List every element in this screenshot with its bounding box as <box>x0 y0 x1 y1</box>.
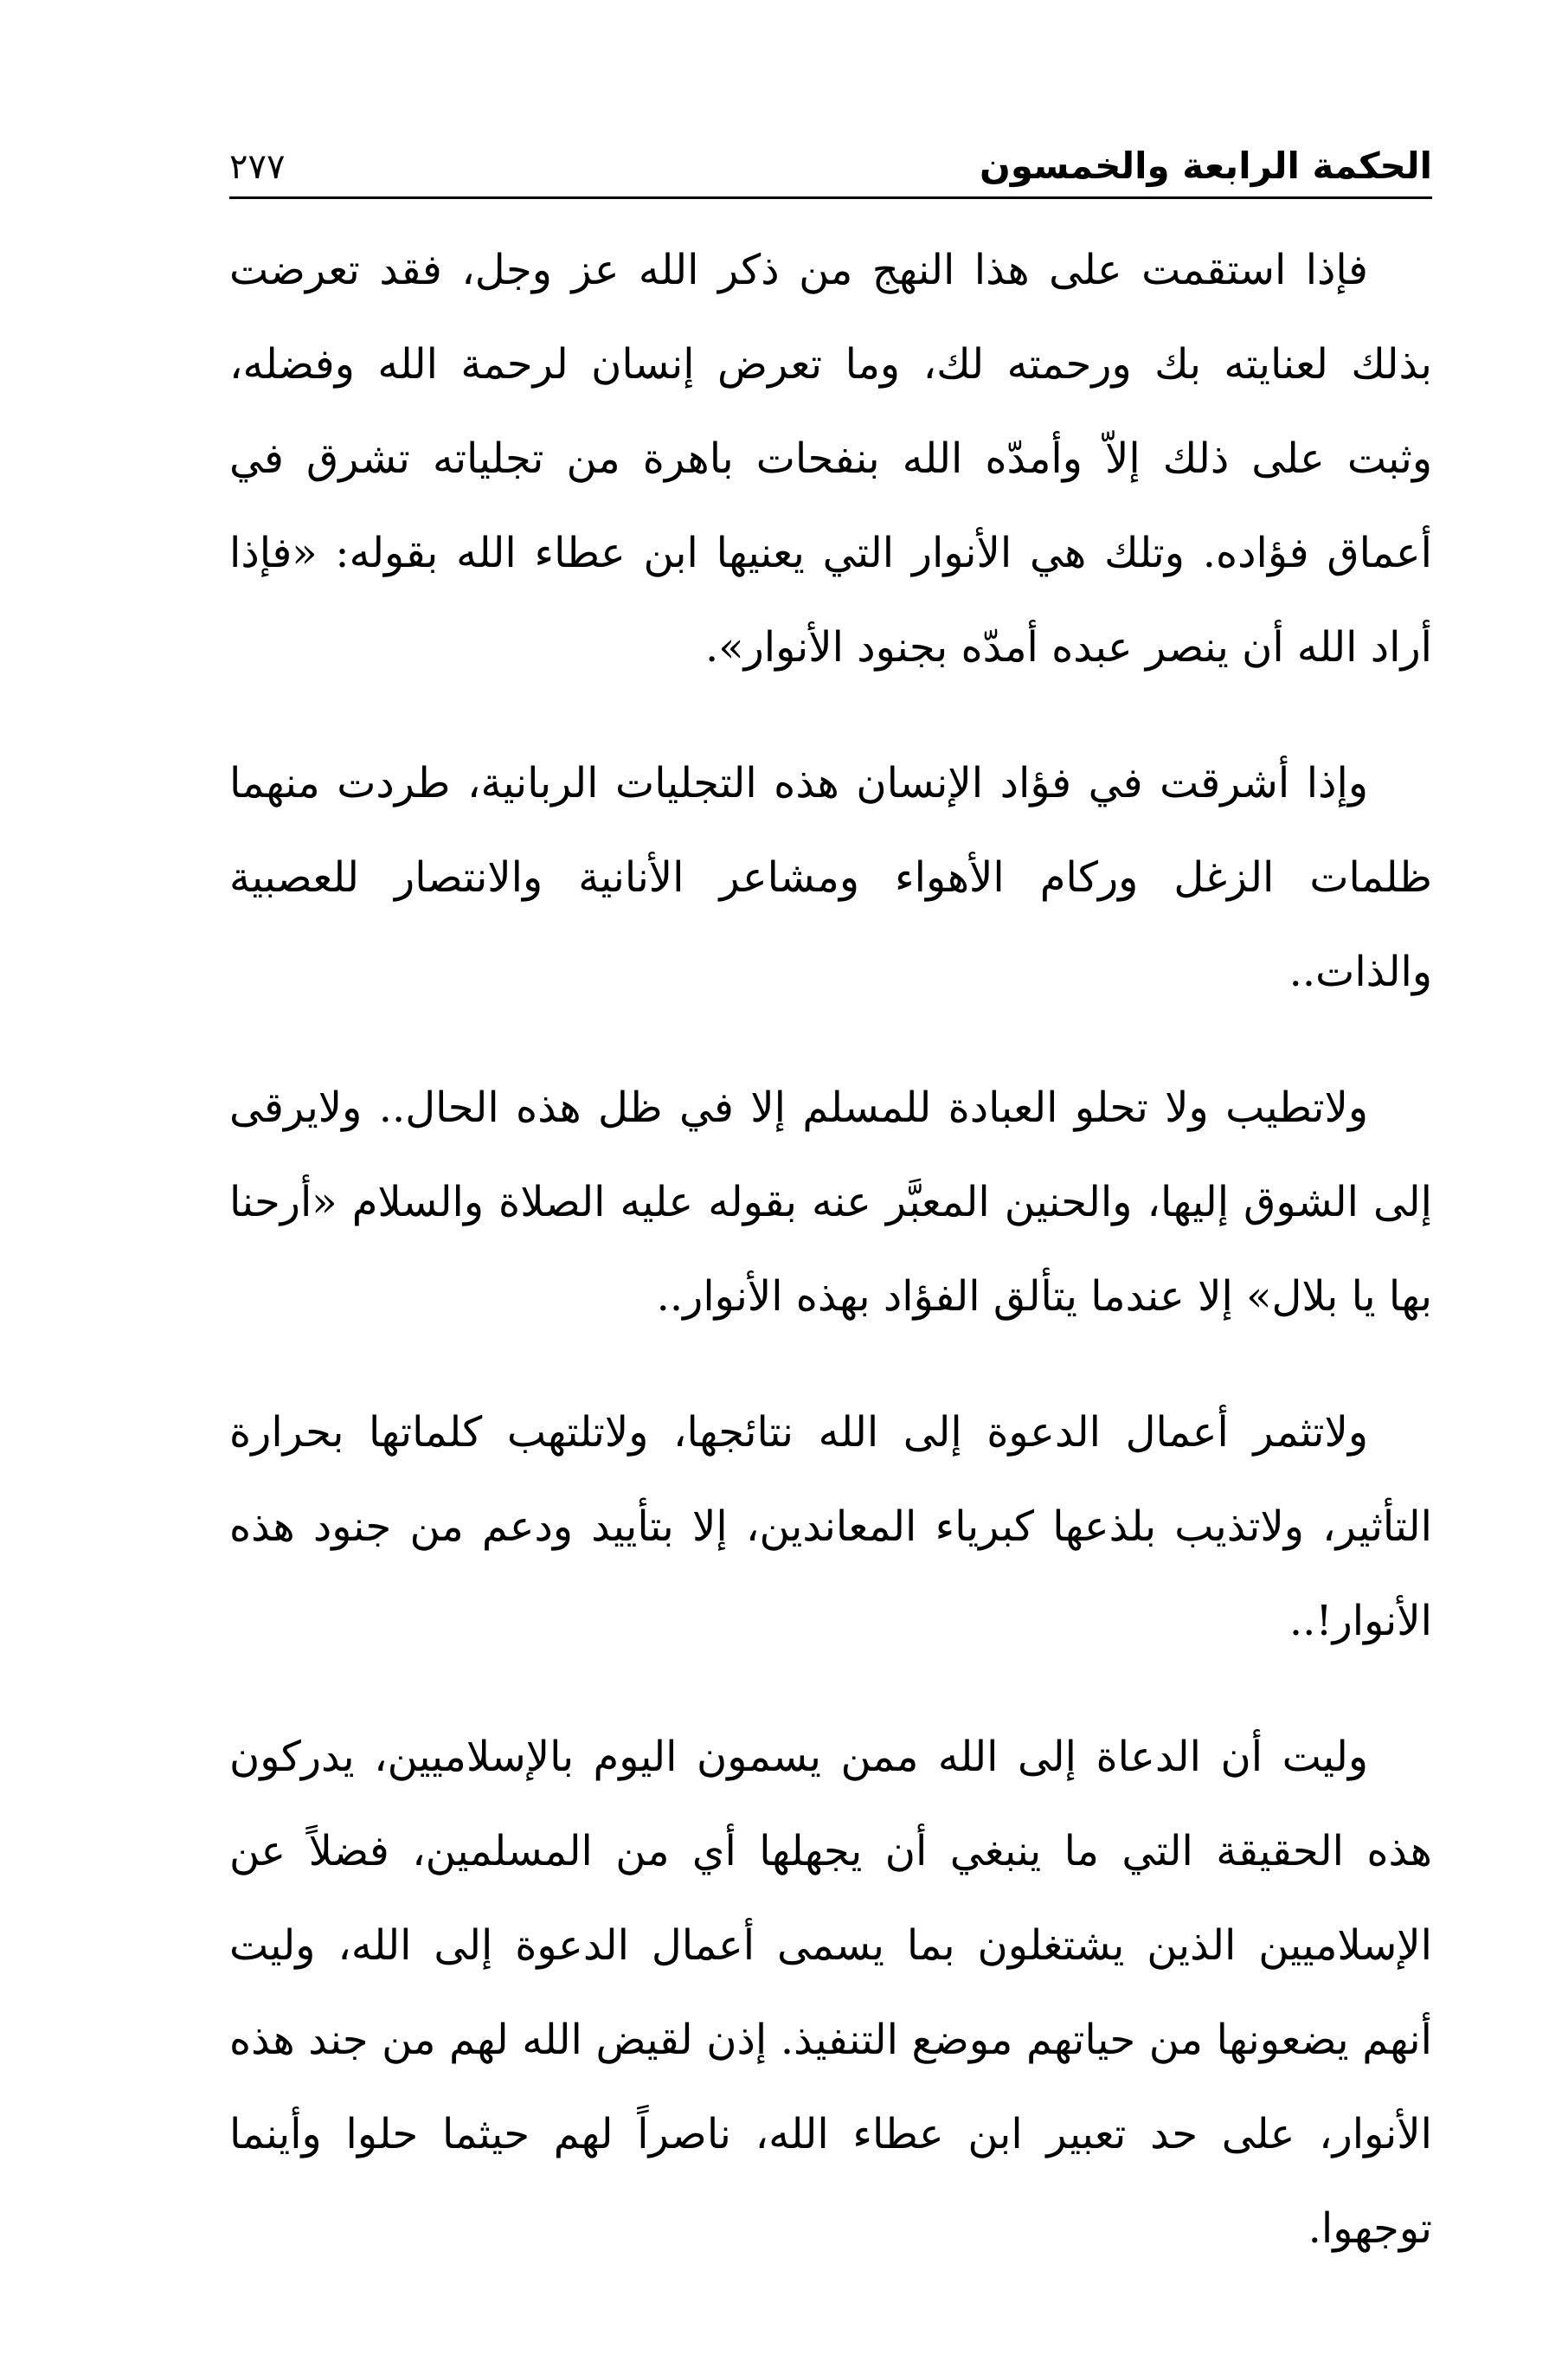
paragraph-3: ولاتطيب ولا تحلو العبادة للمسلم إلا في ظل هذه الحال.. ولايرقى إلى الشوق إليها، والحنين المعبَّر عنه بقوله عليه الصلاة والسلام «أرحنا بها يا بلال» إلا عندما يتألق الفؤاد بهذه الأنوار.. <box>229 1084 1432 1321</box>
paragraph-4: ولاتثمر أعمال الدعوة إلى الله نتائجها، ولاتلتهب كلماتها بحرارة التأثير، ولاتذيب بلذعها كبرياء المعاندين، إلا بتأييد ودعم من جنود هذه الأنوار!.. <box>229 1408 1432 1645</box>
body-text <box>229 223 1432 2276</box>
paragraph-5: وليت أن الدعاة إلى الله ممن يسمون اليوم بالإسلاميين، يدركون هذه الحقيقة التي ما ينبغي أن يجهلها أي من المسلمين، فضلاً عن الإسلاميين الذين يشتغلون بما يسمى أعمال الدعوة إلى الله، وليت أنهم يضعونها من حياتهم موضع التنفيذ. إذن لقيض الله لهم من جند هذه الأنوار، على حد تعبير ابن عطاء الله، ناصراً لهم حيثما حلوا وأينما توجهوا. <box>229 1733 1432 2253</box>
paragraph-1: فإذا استقمت على هذا النهج من ذكر الله عز وجل، فقد تعرضت بذلك لعنايته بك ورحمته لك، وما تعرض إنسان لرحمة الله وفضله، وثبت على ذلك إلاّ وأمدّه الله بنفحات باهرة من تجلياته تشرق في أعماق فؤاده. وتلك هي الأنوار التي يعنيها ابن عطاء الله بقوله: «فإذا أراد الله أن ينصر عبده أمدّه بجنود الأنوار». <box>229 246 1433 672</box>
page-number: ٢٧٧ <box>229 147 286 187</box>
running-header <box>229 121 1432 199</box>
chapter-title: الحكمة الرابعة والخمسون <box>980 145 1432 187</box>
paragraph-2: وإذا أشرقت في فؤاد الإنسان هذه التجليات الربانية، طردت منهما ظلمات الزغل وركام الأهواء ومشاعر الأنانية والانتصار للعصبية والذات.. <box>229 759 1432 996</box>
